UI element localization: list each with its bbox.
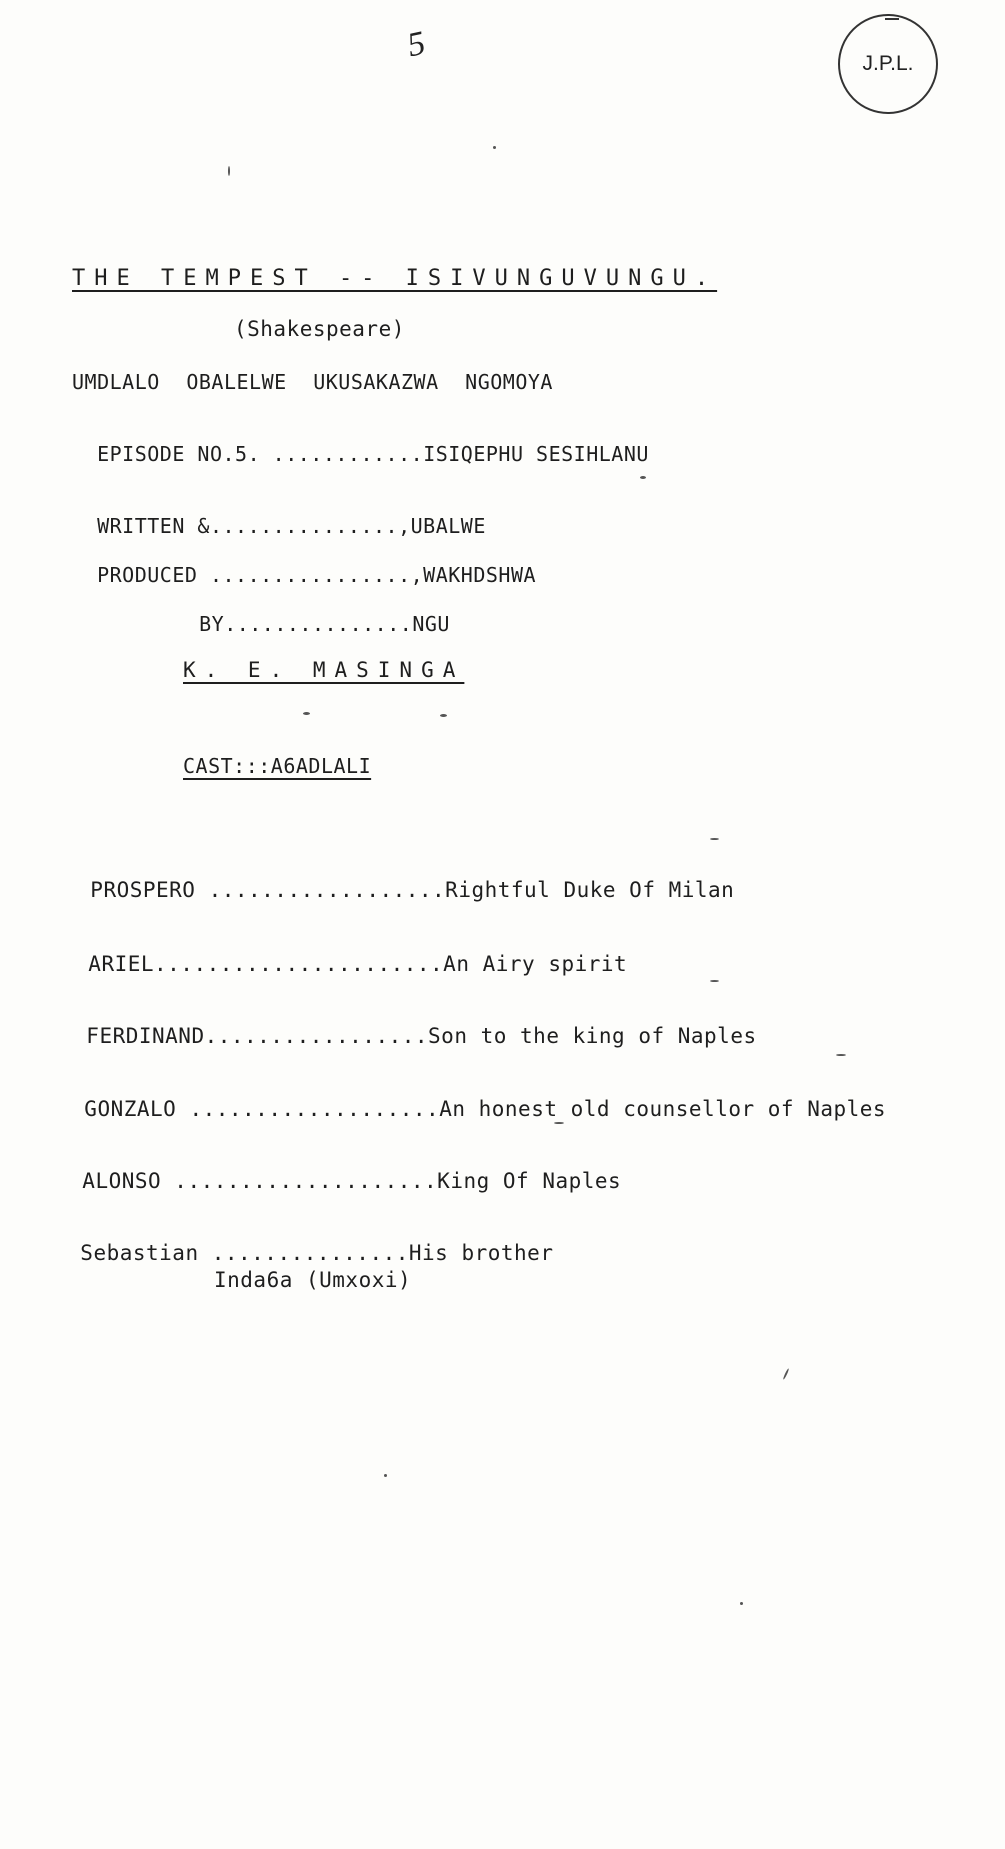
credit-produced — [72, 539, 536, 587]
episode-line — [72, 418, 649, 466]
cast-dots: .................... — [161, 1169, 438, 1193]
episode-label: EPISODE NO.5. — [97, 442, 261, 466]
cast-dots: ................... — [176, 1097, 440, 1121]
cast-row-ariel — [62, 928, 627, 976]
credit-label: PRODUCED — [97, 563, 198, 587]
cast-row-sebastian — [54, 1217, 553, 1265]
stamp-bar-mark — [885, 18, 899, 20]
cast-row-ferdinand — [60, 1000, 757, 1048]
author-name: K. E. MASINGA — [183, 658, 465, 682]
cast-dots: ...................... — [154, 952, 444, 976]
paper-speck — [640, 476, 646, 479]
author-credit: (Shakespeare) — [234, 317, 405, 341]
credit-label: WRITTEN & — [97, 514, 210, 538]
paper-speck — [493, 146, 496, 149]
paper-speck — [384, 1474, 387, 1477]
cast-role: Rightful Duke Of Milan — [445, 878, 735, 902]
credit-by — [174, 588, 450, 636]
paper-speck — [836, 1054, 846, 1056]
cast-name: ARIEL — [88, 952, 155, 976]
cast-role: An Airy spirit — [443, 952, 628, 976]
cast-role: His brother — [408, 1241, 554, 1265]
cast-role: An honest old counsellor of Naples — [439, 1097, 887, 1121]
paper-speck — [710, 838, 719, 840]
narrator-credit: Inda6a (Umxoxi) — [214, 1268, 412, 1292]
cast-name: PROSPERO — [90, 878, 196, 902]
paper-speck — [710, 980, 719, 982]
cast-name: FERDINAND — [86, 1024, 205, 1048]
cast-dots: ............... — [198, 1241, 409, 1265]
document-title: THE TEMPEST -- ISIVUNGUVUNGU. — [72, 266, 718, 291]
paper-speck — [783, 1368, 790, 1380]
cast-role: Son to the king of Naples — [428, 1024, 757, 1048]
credit-zulu: UBALWE — [410, 514, 486, 538]
credit-written — [72, 490, 486, 538]
paper-speck — [554, 1122, 564, 1124]
credit-dots: ..............., — [209, 514, 411, 538]
page-number-mark: 5 — [404, 24, 429, 65]
paper-speck — [740, 1602, 743, 1605]
credit-zulu: WAKHDSHWA — [423, 563, 537, 587]
stamp-label: J.P.L. — [862, 52, 914, 75]
paper-speck — [440, 714, 447, 717]
cast-role: King Of Naples — [437, 1169, 622, 1193]
cast-row-alonso — [56, 1145, 621, 1193]
cast-name: Sebastian — [80, 1241, 199, 1265]
credit-dots: ................, — [197, 563, 424, 587]
cast-heading: CAST:::A6ADLALI — [183, 754, 372, 778]
play-subtitle: UMDLALO OBALELWE UKUSAKAZWA NGOMOYA — [72, 370, 553, 394]
paper-speck — [228, 166, 230, 176]
credit-dots: ............... — [224, 612, 413, 636]
jpl-stamp — [838, 14, 938, 114]
cast-name: GONZALO — [84, 1097, 177, 1121]
episode-zulu: ISIQEPHU SESIHLANU — [423, 442, 649, 466]
credit-label: BY — [199, 612, 225, 636]
cast-name: ALONSO — [82, 1169, 162, 1193]
cast-row-gonzalo — [58, 1073, 886, 1121]
episode-dots: ............ — [260, 442, 424, 466]
cast-dots: .................. — [195, 878, 446, 902]
cast-row-prospero — [64, 854, 734, 902]
credit-zulu: NGU — [412, 612, 450, 636]
paper-speck — [303, 712, 310, 715]
cast-dots: ................. — [204, 1024, 429, 1048]
